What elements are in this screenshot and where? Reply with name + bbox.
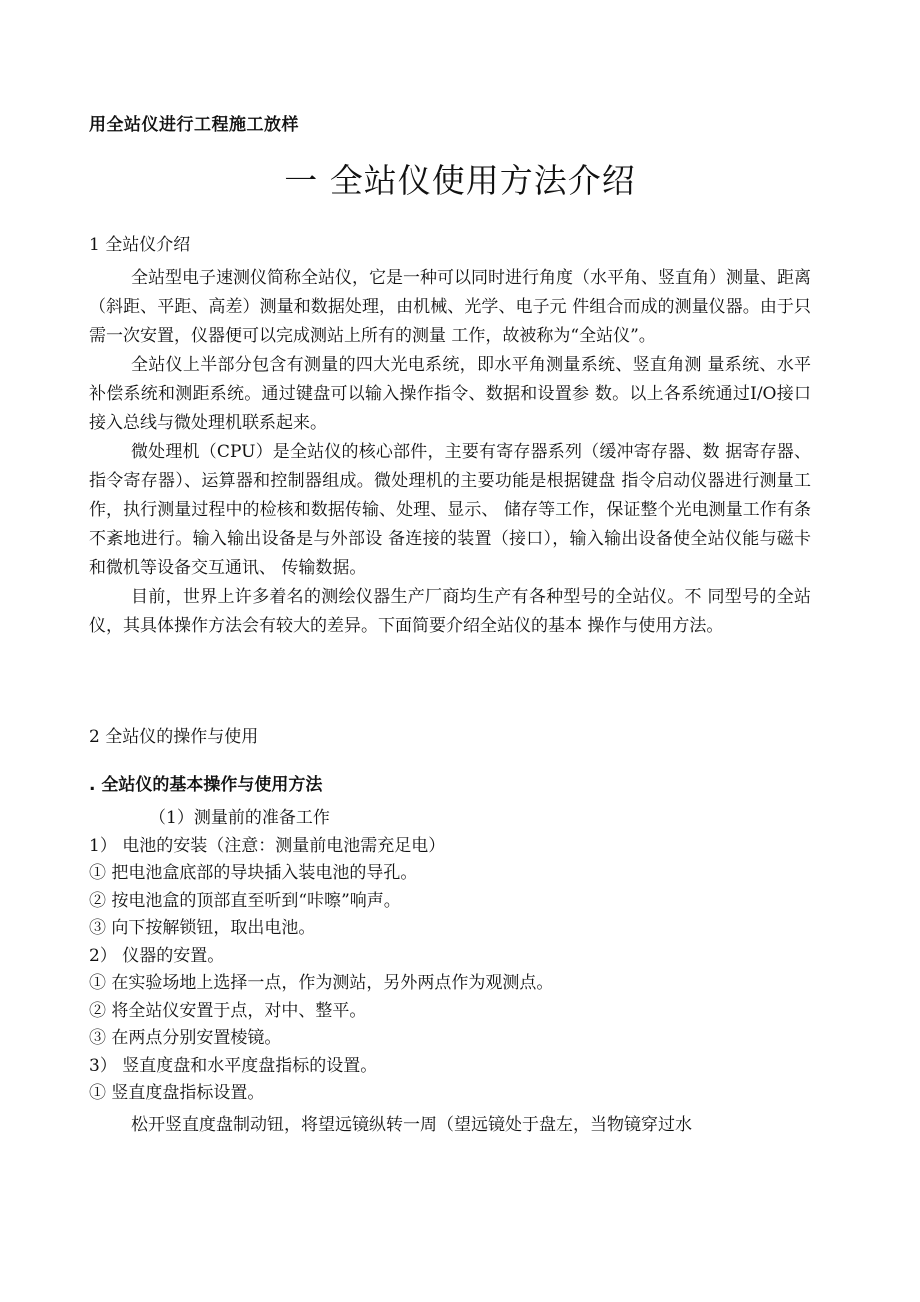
list-item: （1）测量前的准备工作	[149, 808, 330, 828]
list-item: ② 将全站仪安置于点，对中、整平。	[89, 1000, 367, 1021]
section-heading-1: 1 全站仪介绍	[89, 235, 191, 255]
list-item: ② 按电池盒的顶部直至听到“咔嚓”响声。	[89, 890, 401, 911]
section-heading-2: 2 全站仪的操作与使用	[89, 727, 259, 747]
list-item: 1） 电池的安装（注意：测量前电池需充足电）	[89, 835, 446, 856]
list-item: ① 在实验场地上选择一点，作为测站，另外两点作为观测点。	[89, 973, 554, 993]
list-item: ① 把电池盒底部的导块插入装电池的导孔。	[89, 863, 418, 883]
list-item: ③ 向下按解锁钮，取出电池。	[89, 918, 316, 938]
paragraph: 微处理机（CPU）是全站仪的核心部件，主要有寄存器系列（缓冲寄存器、数 据寄存器、指令寄存器）、运算器和控制器组成。微处理机的主要功能是根据键盘 指令启动仪器进行测量工作，执行测量过程中的检核和数据传输、处理、显示、 储存等工作，保证整个光电测量工作有条不紊地进行。输入输出设备是与外部设 备连接的装置（接口），输入输出设备使全站仪能与磁卡和微机等设备交互通讯、 传输数据。	[89, 442, 811, 578]
list-item: ① 竖直度盘指标设置。	[89, 1083, 265, 1103]
paragraph: 目前，世界上许多着名的测绘仪器生产厂商均生产有各种型号的全站仪。不 同型号的全站仪，其具体操作方法会有较大的差异。下面简要介绍全站仪的基本 操作与使用方法。	[89, 587, 811, 636]
procedure-list	[89, 805, 811, 1139]
list-item: 3） 竖直度盘和水平度盘指标的设置。	[89, 1055, 378, 1076]
subsection-heading: . 全站仪的基本操作与使用方法	[89, 775, 323, 795]
list-item: 2） 仪器的安置。	[89, 945, 225, 966]
list-item: ③ 在两点分别安置棱镜。	[89, 1028, 282, 1048]
chapter-title: 一 全站仪使用方法介绍	[284, 161, 636, 200]
paragraph: 全站仪上半部分包含有测量的四大光电系统，即水平角测量系统、竖直角测 量系统、水平补偿系统和测距系统。通过键盘可以输入操作指令、数据和设置参 数。以上各系统通过I/O接口接入总线与微处理机联系起来。	[89, 355, 811, 433]
document-title: 用全站仪进行工程施工放样	[89, 115, 299, 135]
paragraph: 全站型电子速测仪简称全站仪，它是一种可以同时进行角度（水平角、竖直角）测量、距离（斜距、平距、高差）测量和数据处理，由机械、光学、电子元 件组合而成的测量仪器。由于只需一次安置，仪器便可以完成测站上所有的测量 工作，故被称为“全站仪”。	[89, 268, 811, 346]
list-item: 松开竖直度盘制动钮，将望远镜纵转一周（望远镜处于盘左，当物镜穿过水	[131, 1114, 692, 1135]
section-1-body	[89, 264, 811, 641]
